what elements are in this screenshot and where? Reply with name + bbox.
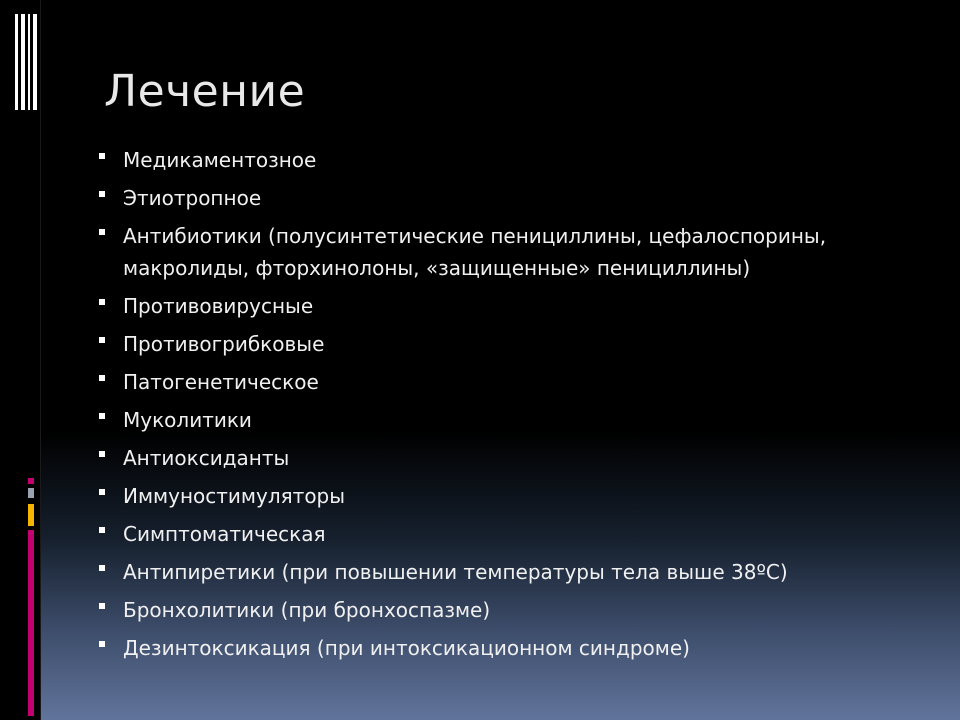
decorative-bars-icon	[15, 14, 37, 110]
bullet-icon	[99, 413, 105, 419]
bullet-icon	[99, 603, 105, 609]
list-item	[96, 328, 936, 360]
list-item-text: Иммуностимуляторы	[123, 484, 346, 508]
list-item-text: Этиотропное	[123, 186, 262, 210]
bullet-icon	[99, 337, 105, 343]
list-item	[96, 594, 936, 626]
bullet-icon	[99, 451, 105, 457]
list-item	[96, 442, 936, 474]
bullet-icon	[99, 641, 105, 647]
bullet-list	[96, 144, 936, 670]
bullet-icon	[99, 375, 105, 381]
list-item-text: Патогенетическое	[123, 370, 319, 394]
list-item	[96, 480, 936, 512]
slide-title: Лечение	[104, 66, 306, 117]
list-item-text: Противовирусные	[123, 294, 314, 318]
list-item-text: Антипиретики (при повышении температуры тела выше 38ºС)	[123, 560, 788, 584]
accent-mark	[28, 530, 34, 716]
bullet-icon	[99, 153, 105, 159]
bullet-icon	[99, 489, 105, 495]
list-item-text: Муколитики	[123, 408, 252, 432]
list-item	[96, 290, 936, 322]
accent-mark	[28, 504, 34, 526]
list-item-text: Антиоксиданты	[123, 446, 290, 470]
list-item	[96, 366, 936, 398]
side-stripe	[0, 0, 40, 720]
list-item-text: Бронхолитики (при бронхоспазме)	[123, 598, 491, 622]
list-item	[96, 220, 936, 284]
list-item-text: Антибиотики (полусинтетические пенициллины, цефалоспорины, макролиды, фторхинолоны, «защищенные» пенициллины)	[123, 224, 827, 280]
list-item-text: Симптоматическая	[123, 522, 326, 546]
list-item-text: Медикаментозное	[123, 148, 317, 172]
list-item-text: Противогрибковые	[123, 332, 325, 356]
list-item	[96, 632, 936, 664]
list-item	[96, 518, 936, 550]
bullet-icon	[99, 191, 105, 197]
accent-mark	[28, 478, 34, 484]
list-item-text: Дезинтоксикация (при интоксикационном синдроме)	[123, 636, 690, 660]
list-item	[96, 556, 936, 588]
bullet-icon	[99, 229, 105, 235]
bullet-icon	[99, 299, 105, 305]
accent-mark	[28, 488, 34, 498]
bullet-icon	[99, 565, 105, 571]
divider	[40, 0, 41, 720]
bullet-icon	[99, 527, 105, 533]
list-item	[96, 182, 936, 214]
list-item	[96, 404, 936, 436]
list-item	[96, 144, 936, 176]
